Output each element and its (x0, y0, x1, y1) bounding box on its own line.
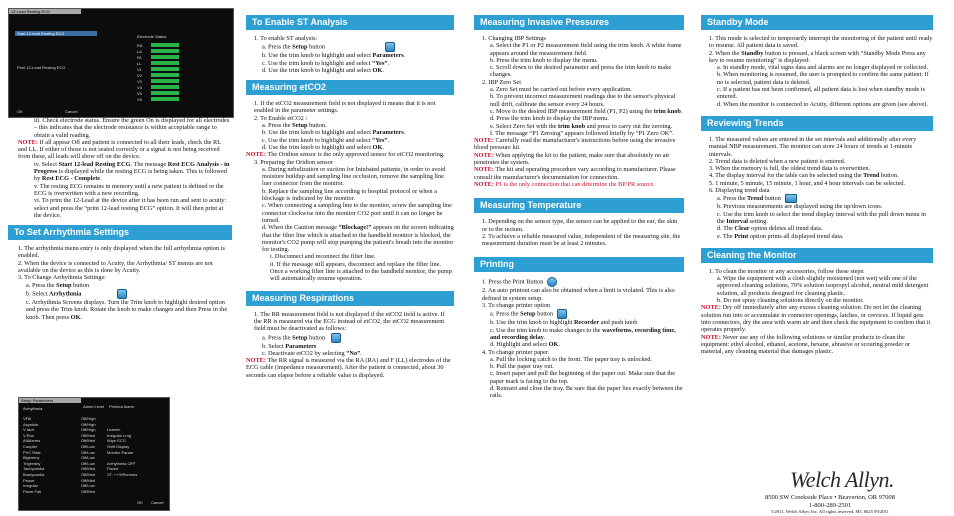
standby-step-b: b. When monitoring is resumed, the user is prompted to confirm the same patient: If no is selected, patient data is deleted. (717, 71, 929, 86)
column-3 (474, 0, 684, 400)
setup-row-level: Off/High (81, 416, 96, 421)
setup-row-label: Couplet (23, 443, 37, 449)
text: d. Use the trim knob to highlight and select (262, 66, 371, 74)
etco2-step-d (246, 144, 454, 151)
text: Standby (739, 49, 764, 57)
setup-row-label: Irregular (23, 483, 38, 489)
setup-row-label: V-Run (23, 432, 35, 438)
oridion-step-d (246, 224, 454, 253)
trends-step-5: 5. 1 minute, 5 minute, 15 minute, 1 hour, and 4 hour intervals can be selected. (709, 179, 906, 187)
print-ecg-item: Print 12-Lead Resting ECG (17, 65, 66, 70)
trends-step-e (701, 233, 933, 240)
text: Setup (290, 122, 308, 130)
text: OK (547, 341, 559, 349)
st-step-c (246, 60, 454, 67)
note-text: Carefully read the manufacturer's instructions before using the invasive blood pressure kit. (474, 137, 676, 152)
ibp-step-2: 2. IBP Zero Set (482, 78, 521, 86)
text: option deletes all trend data. (749, 225, 823, 233)
step-iv-b3: Rest ECG - Complete (40, 175, 101, 183)
text: a. Press the (26, 281, 55, 289)
paper-step-d: d. Reinsert and close the tray. Be sure that the paper lies exactly between the rails. (490, 384, 683, 400)
note-text: The RR signal is measured via the RA (RA) and F (LL) electrodes of the ECG cable (impedance measurement). After the patient is connected, about 30 seconds can elapse before a reliable value is displayed. (246, 357, 451, 379)
arrhythmia-step-1: 1. The arrhythmia menu entry is only displayed when the full arrhythmia option is enabled. (18, 245, 225, 260)
text: c. Arrhythmia Screens displays. Turn the Trim knob to highlight desired option and press the Trim knob. Rotate the knob to make changes and then Press in the knob. Then press (26, 298, 228, 321)
text: Setup (518, 310, 536, 318)
step-iv-b1: Start 12-lead Resting ECG (57, 160, 131, 168)
text: Trend (745, 195, 764, 203)
st-analysis-header: To Enable ST Analysis (246, 15, 454, 30)
text: and push knob (599, 319, 638, 327)
etco2-header: Measuring etCO2 (246, 80, 454, 95)
setup-icon (385, 42, 395, 52)
print-step-4: 4. To change printer paper. (482, 348, 550, 356)
text: waveforms, recording time, and recording delay (490, 326, 676, 341)
text: 2. When the (709, 49, 740, 57)
standby-header: Standby Mode (701, 15, 933, 30)
step-iv-pre: iv. Select (34, 160, 58, 168)
text: trim knob (556, 122, 586, 130)
text: “Blockage!” (336, 224, 372, 232)
text: . (80, 313, 83, 321)
ibp-step-c: c. Scroll down to the desired parameter and press the trim knob to make changes. (490, 64, 672, 79)
text: Trend (861, 172, 880, 180)
text: “Yes” (370, 59, 388, 67)
trends-step-a (701, 194, 933, 203)
note-label: NOTE: (246, 357, 266, 365)
step-iv-b2: Rest ECG Analysis - in Progress (34, 160, 230, 176)
zero-step-d: d. Press the trim knob to display the IBP menu. (490, 115, 609, 123)
arrhythmia-step-3b (18, 289, 230, 299)
text: . (543, 333, 546, 341)
lead-label: V2 (137, 72, 142, 78)
text: a. Press the (262, 333, 291, 341)
etco2-step-3: 3. Preparing the Oridion sensor (254, 158, 333, 166)
text: “Yes” (370, 136, 388, 144)
setup-row-option: Irregular Lrng (107, 432, 132, 438)
setup-row-option: Paced (107, 466, 119, 472)
text: button (307, 43, 326, 51)
text: 1. Press the Print Button (482, 278, 544, 286)
text: d. When the Caution message (262, 224, 337, 232)
lead-label: V5 (137, 90, 142, 96)
lead-label: LL (137, 60, 142, 66)
screenshot-title: 12-Lead Resting ECG (9, 9, 81, 14)
zero-step-a: a. Zero Set must be carried out before every application. (490, 86, 632, 94)
alarm-level-header: Alarm Level (83, 404, 105, 409)
note-text: The kit and operating procedure vary according to manufacturer. Please consult the manufacturer's documentation for connection. (474, 166, 676, 181)
text: OK (370, 66, 383, 74)
step-vi: vi. To print the 12-Lead at the device after it has been run and sent to acuity: select and press the “print 12-lead resting ECG” option. It will then print at the device. (34, 197, 227, 219)
paper-step-c: c. Insert paper and pull the beginning of the paper out. Make sure that the paper mark is facing to the top. (490, 370, 675, 385)
ibp-note-1 (474, 137, 684, 152)
resp-step-b (246, 343, 454, 350)
temp-step-1: 1. Depending on the sensor type, the sensor can be applied to the ear, the skin or to the rectum. (482, 218, 678, 233)
arrhythmia-header: To Set Arrhythmia Settings (8, 225, 232, 240)
cleaning-note-1 (701, 304, 933, 333)
start-ecg-item: Start 12-lead Resting ECG (15, 31, 97, 36)
setup-icon (331, 333, 341, 343)
step-iv-end: . (100, 175, 102, 183)
setup-row-option: Wipe ECG (107, 438, 126, 444)
setup-row-label: Trigeminy (23, 460, 41, 466)
text: Parameters (283, 342, 317, 350)
setup-row-label: Pacer Fail (23, 488, 42, 494)
standby-step-c: c. If a patient has not been confirmed, all patient data is lost when standby mode is entered. (717, 86, 926, 101)
text: d. The (717, 225, 733, 233)
note-label: NOTE: (474, 180, 494, 188)
standby-step-a: a. In standby mode, vital signs data and alarms are no longer displayed or collected. (717, 64, 929, 72)
text: setting. (747, 217, 768, 225)
setup-row-level: Off/Med (81, 432, 96, 438)
cleaning-note-2 (701, 334, 933, 356)
setup-row-level: Off/Med (81, 488, 96, 494)
text: . (387, 59, 390, 67)
setup-row-label: Pause (23, 477, 35, 483)
note-label: NOTE: (18, 138, 38, 146)
text: Interval (724, 217, 748, 225)
printing-header: Printing (474, 257, 684, 272)
text: button. (307, 122, 327, 130)
lead-label: LA (137, 48, 142, 54)
text: Parameters (370, 129, 404, 137)
text: d. Use the trim knob to highlight and select (262, 143, 371, 151)
text: OK (69, 313, 81, 321)
note-text: Dry off immediately after any excess cleaning solution. Do not let the cleaning solution run into or accumulate in connector openings, latches, or crevices. If liquid gets into connectors, dry the area with warm air and then check the equipment to confirm that it operates properly. (701, 304, 931, 334)
text: c. Use the trim knob to make changes to the (490, 326, 601, 334)
standby-step-1: 1. This mode is selected to temporarily interrupt the monitoring of the patient until ready to resume. All patient data is saved. (709, 35, 933, 50)
welch-allyn-logo: Welch Allyn. (790, 467, 894, 492)
arrhythmia-step-3: 3. To Change Arrhythmia Settings: (18, 274, 106, 282)
text: 4. The display interval for the table can be selected using the (709, 172, 862, 180)
note-text: Never use any of the following solutions or similar products to clean the equipment: ethyl alcohol, ethanol, acetone, hexane, abrasive or scouring powder or material, any cleaning material that damages plastic. (701, 333, 911, 356)
arrhythmia-col-header: Arrhythmia (23, 406, 43, 411)
resp-note (246, 357, 454, 379)
note-label: NOTE: (474, 137, 494, 145)
standby-step-d: d. When the monitor is connected to Acuity, different options are given (see above). (717, 100, 928, 108)
setup-row-level: Off/Med (81, 466, 96, 472)
text: a. Press the (490, 310, 519, 318)
print-step-b (474, 319, 684, 326)
setup-row-label: Bradycardia (23, 471, 45, 477)
text: button (763, 195, 781, 203)
column-1 (14, 0, 230, 321)
setup-row-option: Shift Display (107, 443, 130, 449)
note-text: If all appear Off and patient is connected to all their leads, check the RL and LL. If either of those is not seated correctly or a signal is not being received from these, all leads will show off on the device. (18, 138, 221, 161)
footer-copyright: ©2011, Welch Allyn, Inc. All rights reserved. MC 8625 09/2011 (771, 509, 889, 514)
note-label: NOTE: (701, 333, 721, 341)
text: button (307, 333, 326, 341)
trends-step-c (701, 211, 933, 226)
trends-step-b: b. Previous measurements are displayed using the up/down icons. (717, 203, 883, 211)
text: Setup (290, 43, 308, 51)
note-electrodes (18, 139, 230, 161)
setup-ok: OK (137, 500, 143, 505)
ibp-note-2 (474, 152, 684, 167)
text: b. Use the trim knob to highlight and select (262, 129, 371, 137)
column-4 (701, 0, 933, 355)
text: Clear (732, 225, 750, 233)
etco2-step-b (246, 129, 454, 136)
text: . (403, 52, 406, 60)
note-label: NOTE: (246, 151, 266, 159)
column-2 (246, 0, 454, 379)
setup-row-label: V-tach (23, 427, 35, 433)
text: Recorder (572, 319, 600, 327)
note-text: When applying the kit to the patient, make sure that absolutely no air penetrates the system. (474, 151, 670, 167)
setup-row-option: Monitor Param (107, 449, 134, 455)
print-step-2: 2. An auto printout can also be obtained when a limit is violated. This is also defined in system setup. (482, 287, 675, 302)
electrode-status-header: Electrode Status (137, 34, 167, 39)
resp-step-1: 1. The RR measurement field is not displayed if the etCO2 field is active. If the RR is measured via the ECG instead of etCO2, the etCO2 measurement field must be deactivated as follows: (254, 310, 445, 333)
lead-label: RA (137, 42, 143, 48)
setup-row-option: Arrhythmia OFF (107, 460, 136, 466)
setup-row-level: Off/Low (81, 443, 95, 449)
setup-row-level: Off/High (81, 421, 96, 427)
setup-row-level: Off/High (81, 427, 96, 433)
print-step-3: 3. To change printer option (482, 302, 551, 310)
zero-step-e (474, 123, 684, 130)
print-step-d (474, 341, 684, 348)
text: c. Use the trim knob to highlight and select (262, 136, 371, 144)
setup-row-level: Off/Low (81, 449, 95, 455)
st-step-d (246, 67, 454, 74)
footer-address: 8500 SW Creekside Place • Beaverton, OR 97008 (765, 494, 895, 501)
text: option prints all displayed trend data. (748, 232, 844, 240)
etco2-step-1: 1. If the etCO2 measurement field is not displayed it means that it is not enabled in the parameter settings. (254, 100, 436, 115)
ibp-step-a: a. Select the P1 or P2 measurement field using the trim knob. A white frame appears around the measurement field. (490, 42, 682, 57)
st-step-b (246, 52, 454, 59)
setup-row-level: Off/Low (81, 460, 95, 466)
print-icon (547, 277, 557, 287)
text: b. Use the trim knob to highlight (490, 319, 573, 327)
setup-rows (23, 416, 163, 494)
paper-step-b: b. Pull the paper tray out. (490, 363, 554, 371)
text: b. Select (26, 290, 48, 298)
text: button (535, 310, 554, 318)
arrhythmia-step-2: 2. When the device is connected to Acuity, the Arrhythmia/ ST menus are not available on the device as this is done by Acuity. (18, 259, 213, 275)
step-v: v. The resting ECG remains in memory until a new patient is defined or the ECG is overwritten with a new recording. (34, 182, 224, 197)
text: . (360, 349, 362, 357)
footer-phone: 1-800-289-2501 (808, 502, 852, 509)
text: Arrhythmia (47, 290, 82, 298)
setup-row-label: VFib (23, 416, 32, 421)
ibp-note-4 (474, 181, 684, 188)
trends-step-d (701, 225, 933, 232)
setup-row-label: PVC Rate (23, 449, 41, 455)
etco2-step-a (246, 122, 454, 129)
zero-step-f: f. The message “P1 Zeroing” appears followed briefly by “P1 Zero OK”. (490, 129, 674, 137)
trends-header: Reviewing Trends (701, 116, 933, 131)
text: Print (732, 232, 749, 240)
text: . (382, 66, 384, 74)
cleaning-step-b: b. Do not spray cleaning solutions directly on the monitor. (717, 297, 864, 305)
setup-row-level: Off/Med (81, 477, 96, 483)
note-label: NOTE: (474, 166, 494, 174)
etco2-note (246, 151, 454, 158)
text: button. (879, 172, 899, 180)
step-iv-mid2: is displayed while the resting ECG is being taken. This is followed by (34, 168, 227, 183)
text: Setup (54, 281, 72, 289)
zero-step-c (474, 108, 684, 115)
cancel-label: Cancel (65, 109, 78, 114)
lead-label: V1 (137, 66, 142, 72)
setup-icon (117, 289, 127, 299)
trends-step-4 (701, 172, 933, 179)
text: OK (370, 143, 383, 151)
note-label: NOTE: (701, 304, 721, 312)
text: button (71, 281, 90, 289)
cleaning-header: Cleaning the Monitor (701, 248, 933, 263)
resp-step-c (246, 350, 454, 357)
text: a. Press the (262, 43, 291, 51)
setup-row-level: Off/Low (81, 483, 95, 489)
text: e. The (717, 232, 733, 240)
text: . (558, 341, 560, 349)
text: “No” (344, 349, 361, 357)
st-step-1: 1. To enable ST analysis: (254, 35, 318, 42)
text: d. Highlight and select (490, 341, 548, 349)
arrhythmia-step-3c (18, 299, 230, 321)
resp-step-a (246, 333, 454, 343)
setup-row-option (107, 489, 157, 495)
lead-label: V3 (137, 78, 142, 84)
setup-row-label: Bigeminy (23, 455, 40, 461)
ibp-step-1: 1. Changing IBP Settings (482, 35, 546, 42)
setup-row-level: Off/Med (81, 438, 96, 444)
ibp-note-3 (474, 166, 684, 181)
trends-step-1: 1. The measured values are entered in the set intervals and additionally after every manual NBP measurement. The monitor can store 24 hours of trends at 1-minute intervals. (709, 135, 917, 158)
cleaning-step-a: a. Wipe the equipment with a cloth slightly moistened (not wet) with one of the approved cleaning solutions, 70% solution isopropyl alcohol, neutral mild detergent solution, all products designed for cleaning plastic. (717, 275, 929, 297)
setup-row-level: Off/Med (81, 471, 96, 477)
printout-alarm-header: Printout Alarm (109, 404, 135, 409)
print-step-1 (474, 277, 684, 287)
temp-step-2: 2. To achieve a reliable measured value, independent of the measuring site, the measurement duration must be at least 2 minutes. (482, 232, 681, 248)
oridion-step-i: i. Disconnect and reconnect the filter line. (270, 253, 376, 261)
text: c. Use the trim knob to highlight and select (262, 59, 371, 67)
note-label: NOTE: (474, 151, 494, 159)
text: Setup (290, 333, 308, 341)
setup-row-level: Off/Low (81, 455, 95, 461)
invasive-header: Measuring Invasive Pressures (474, 15, 684, 30)
lead-label: V4 (137, 84, 142, 90)
setup-icon (557, 309, 567, 319)
setup-title: Setup Parameters (19, 398, 81, 403)
text: . (403, 129, 406, 137)
ibp-step-b: b. Press the trim knob to display the menu. (490, 56, 598, 64)
setup-row-label: AflAlarms (23, 438, 41, 444)
text: . (387, 136, 390, 144)
text: button is pressed, a black screen with “Standby Mode Press any key to resume monitoring” is displayed: (709, 49, 926, 64)
lead-label: RL (137, 54, 143, 60)
oridion-step-b: b. Replace the sampling line according to hospital protocol or when a blockage is indicated by the monitor. (262, 187, 437, 203)
text: e. Select Zero Set with the (490, 122, 557, 130)
print-step-c (474, 327, 684, 342)
temperature-header: Measuring Temperature (474, 198, 684, 213)
text: b. Use the trim knob to highlight and select (262, 52, 371, 60)
etco2-step-c (246, 137, 454, 144)
respirations-header: Measuring Respirations (246, 291, 454, 306)
step-iii: iii. Check electrode status. Ensure the green On is displayed for all electrodes – this indicates that the electrode resistance is within acceptable range to obtain a valid reading. (34, 117, 230, 139)
cleaning-step-1: 1. To clean the monitor or any accessories, follow these steps: (709, 267, 865, 275)
standby-step-2 (701, 50, 933, 65)
note-text: The Oridion sensor is the only approved sensor for etCO2 monitoring. (265, 151, 445, 159)
note-text: P1 is the only connection that can determine the BP/PR source. (493, 180, 655, 188)
text: . (680, 107, 683, 115)
arrhythmia-step-3a (18, 282, 230, 289)
step-iv-mid: . The message (130, 160, 167, 168)
oridion-step-c: c. When connecting a sampling line to the monitor, screw the sampling line connector clockwise into the monitor CO2 port until it can no longer be turned. (262, 202, 452, 224)
setup-row-option: ST: ++/VRomnes (107, 471, 138, 477)
text: trim knob (652, 107, 681, 115)
trend-icon (785, 194, 797, 203)
lead-label: V6 (137, 96, 142, 102)
text: b. Select (262, 342, 284, 350)
st-step-a (246, 42, 454, 52)
text: c. Use the trim knob to select the trend display interval with the pull down menu in the (717, 210, 926, 225)
setup-row-label: Asystole (23, 421, 39, 427)
text: . (382, 143, 384, 151)
etco2-step-2: 2. To Enable etCO2 : (254, 114, 308, 122)
zero-step-b: b. To prevent incorrect measurement readings due to the sensor's physical null drift, calibrate the sensor every 24 hours. (490, 93, 676, 108)
trends-step-6: 6. Displaying trend data (709, 187, 770, 195)
text: c. Move to the desired IBP measurement field (P1, P2) using the (490, 107, 653, 115)
print-step-a (474, 309, 684, 319)
text: c. Deactivate etCO2 by selecting (262, 349, 345, 357)
setup-row (23, 489, 163, 495)
paper-step-a: a. Pull the locking catch to the front. The paper tray is unlocked. (490, 355, 652, 363)
step-iv (18, 161, 230, 183)
text: and press to carry out the zeroing. (585, 122, 673, 130)
text: a. Press the (717, 195, 746, 203)
ok-label: OK (17, 109, 23, 114)
setup-cancel: Cancel (151, 500, 164, 505)
setup-row-label: Tachycardia (23, 466, 45, 472)
arrhythmia-setup-screenshot (18, 397, 170, 511)
text: Parameters (370, 52, 404, 60)
oridion-step-a: a. During nebulization or suction for Intubated patients, in order to avoid moisture buildup and sampling line occlusion, remove the sampling line luer connector from the monitor. (262, 165, 446, 188)
trends-step-3: 3. When the memory is full, the oldest trend data is overwritten. (709, 165, 871, 173)
text: a. Press the (262, 122, 291, 130)
text: appears on the screen indicating that the filter line which is attached to the handheld monitor is blocked, the monitor's CO2 pump will stop pumping the patient's breath into the monitor for testing. (262, 224, 454, 254)
trends-step-2: 2. Trend data is deleted when a new patient is entered. (709, 157, 846, 165)
setup-row-option: Learnin (107, 427, 121, 433)
oridion-step-ii: ii. If the message still appears, disconnect and replace the filter line. Once a working filter line is attached to the handheld monitor, the pump will automatically resume operation. (270, 260, 452, 283)
